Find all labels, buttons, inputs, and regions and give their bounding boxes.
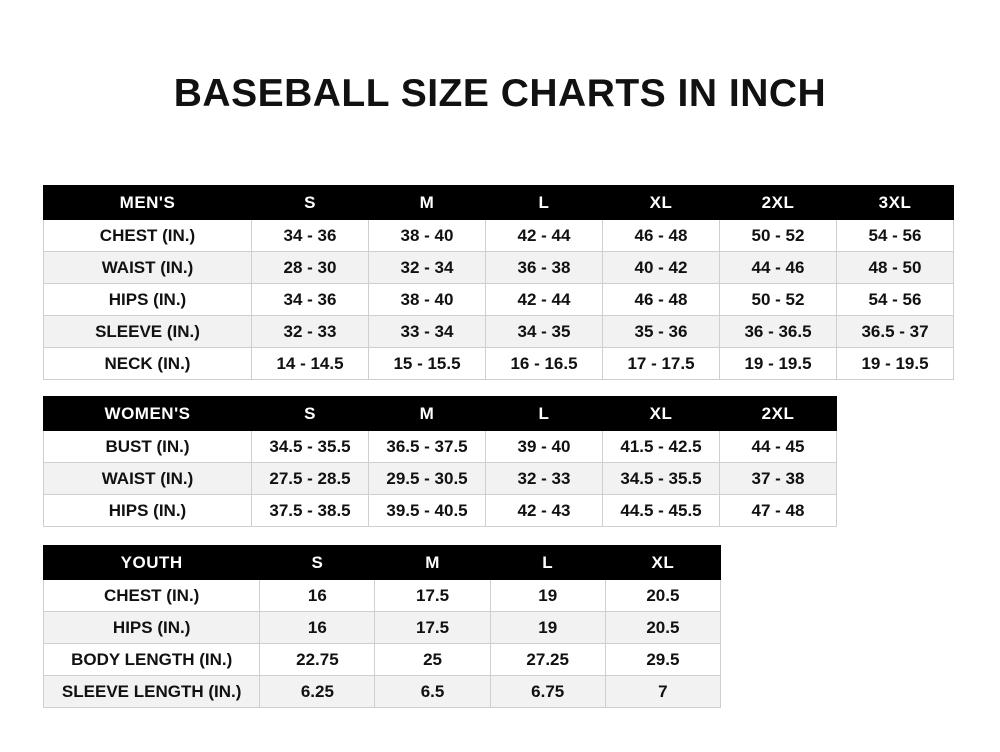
table-row — [44, 316, 954, 348]
column-header-s: S — [260, 546, 375, 580]
row-label: CHEST (IN.) — [44, 580, 260, 612]
cell: 39.5 - 40.5 — [369, 495, 486, 527]
cell: 29.5 — [605, 644, 720, 676]
column-header-m: M — [369, 186, 486, 220]
cell: 32 - 34 — [369, 252, 486, 284]
cell: 37.5 - 38.5 — [252, 495, 369, 527]
youth-size-table — [43, 545, 721, 708]
table-row — [44, 495, 837, 527]
table-header-row — [44, 546, 721, 580]
cell: 20.5 — [605, 580, 720, 612]
cell: 34.5 - 35.5 — [252, 431, 369, 463]
row-label: NECK (IN.) — [44, 348, 252, 380]
cell: 44 - 46 — [720, 252, 837, 284]
cell: 19 - 19.5 — [837, 348, 954, 380]
cell: 33 - 34 — [369, 316, 486, 348]
cell: 39 - 40 — [486, 431, 603, 463]
cell: 38 - 40 — [369, 284, 486, 316]
cell: 38 - 40 — [369, 220, 486, 252]
column-header-l: L — [490, 546, 605, 580]
cell: 34 - 36 — [252, 220, 369, 252]
table-row — [44, 220, 954, 252]
column-header-category: YOUTH — [44, 546, 260, 580]
column-header-xl: XL — [603, 397, 720, 431]
cell: 32 - 33 — [486, 463, 603, 495]
row-label: SLEEVE LENGTH (IN.) — [44, 676, 260, 708]
column-header-2xl: 2XL — [720, 186, 837, 220]
cell: 34.5 - 35.5 — [603, 463, 720, 495]
cell: 19 - 19.5 — [720, 348, 837, 380]
cell: 16 — [260, 612, 375, 644]
table-row — [44, 676, 721, 708]
column-header-s: S — [252, 186, 369, 220]
table-row — [44, 348, 954, 380]
cell: 29.5 - 30.5 — [369, 463, 486, 495]
row-label: CHEST (IN.) — [44, 220, 252, 252]
cell: 16 — [260, 580, 375, 612]
cell: 34 - 35 — [486, 316, 603, 348]
column-header-2xl: 2XL — [720, 397, 837, 431]
cell: 15 - 15.5 — [369, 348, 486, 380]
cell: 22.75 — [260, 644, 375, 676]
cell: 17 - 17.5 — [603, 348, 720, 380]
cell: 35 - 36 — [603, 316, 720, 348]
cell: 48 - 50 — [837, 252, 954, 284]
cell: 25 — [375, 644, 490, 676]
cell: 50 - 52 — [720, 220, 837, 252]
table-row — [44, 644, 721, 676]
column-header-3xl: 3XL — [837, 186, 954, 220]
column-header-m: M — [369, 397, 486, 431]
cell: 19 — [490, 580, 605, 612]
table-row — [44, 612, 721, 644]
table-row — [44, 463, 837, 495]
row-label: HIPS (IN.) — [44, 495, 252, 527]
table-row — [44, 252, 954, 284]
row-label: HIPS (IN.) — [44, 612, 260, 644]
column-header-l: L — [486, 397, 603, 431]
cell: 34 - 36 — [252, 284, 369, 316]
table-header-row — [44, 186, 954, 220]
cell: 7 — [605, 676, 720, 708]
womens-size-table — [43, 396, 837, 527]
cell: 50 - 52 — [720, 284, 837, 316]
cell: 6.75 — [490, 676, 605, 708]
cell: 42 - 44 — [486, 220, 603, 252]
cell: 20.5 — [605, 612, 720, 644]
cell: 42 - 44 — [486, 284, 603, 316]
cell: 6.25 — [260, 676, 375, 708]
cell: 36 - 36.5 — [720, 316, 837, 348]
cell: 27.25 — [490, 644, 605, 676]
cell: 44.5 - 45.5 — [603, 495, 720, 527]
row-label: HIPS (IN.) — [44, 284, 252, 316]
row-label: WAIST (IN.) — [44, 463, 252, 495]
cell: 44 - 45 — [720, 431, 837, 463]
row-label: SLEEVE (IN.) — [44, 316, 252, 348]
page-title: BASEBALL SIZE CHARTS IN INCH — [173, 72, 827, 115]
cell: 19 — [490, 612, 605, 644]
cell: 54 - 56 — [837, 220, 954, 252]
cell: 27.5 - 28.5 — [252, 463, 369, 495]
cell: 40 - 42 — [603, 252, 720, 284]
cell: 46 - 48 — [603, 284, 720, 316]
cell: 47 - 48 — [720, 495, 837, 527]
cell: 36.5 - 37.5 — [369, 431, 486, 463]
cell: 32 - 33 — [252, 316, 369, 348]
table-row — [44, 284, 954, 316]
column-header-xl: XL — [603, 186, 720, 220]
cell: 36 - 38 — [486, 252, 603, 284]
table-row — [44, 580, 721, 612]
table-row — [44, 431, 837, 463]
mens-size-table — [43, 185, 954, 380]
cell: 14 - 14.5 — [252, 348, 369, 380]
row-label: WAIST (IN.) — [44, 252, 252, 284]
cell: 17.5 — [375, 612, 490, 644]
column-header-s: S — [252, 397, 369, 431]
column-header-xl: XL — [605, 546, 720, 580]
table-header-row — [44, 397, 837, 431]
cell: 6.5 — [375, 676, 490, 708]
cell: 36.5 - 37 — [837, 316, 954, 348]
row-label: BODY LENGTH (IN.) — [44, 644, 260, 676]
column-header-l: L — [486, 186, 603, 220]
cell: 54 - 56 — [837, 284, 954, 316]
column-header-m: M — [375, 546, 490, 580]
row-label: BUST (IN.) — [44, 431, 252, 463]
column-header-category: MEN'S — [44, 186, 252, 220]
column-header-category: WOMEN'S — [44, 397, 252, 431]
cell: 28 - 30 — [252, 252, 369, 284]
cell: 17.5 — [375, 580, 490, 612]
cell: 41.5 - 42.5 — [603, 431, 720, 463]
cell: 16 - 16.5 — [486, 348, 603, 380]
cell: 37 - 38 — [720, 463, 837, 495]
cell: 42 - 43 — [486, 495, 603, 527]
cell: 46 - 48 — [603, 220, 720, 252]
